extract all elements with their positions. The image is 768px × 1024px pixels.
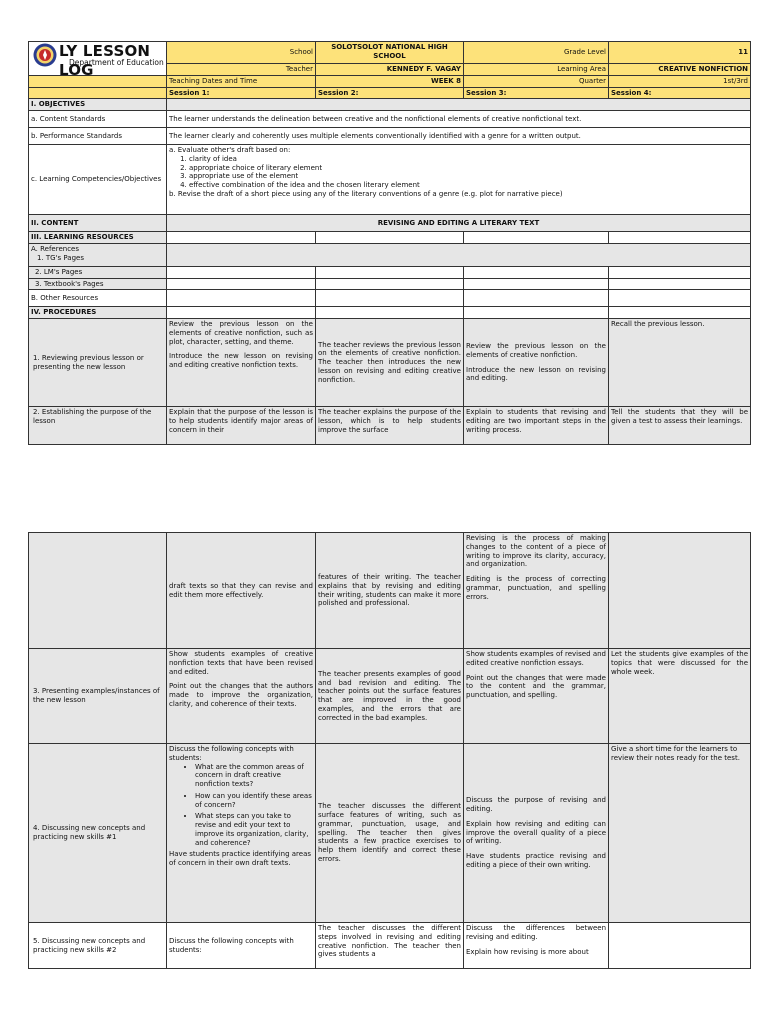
competency-b: b. Revise the draft of a short piece using any of the literary conventions of a genre (e.g. plot for narrative piece)	[169, 189, 563, 198]
procedure-2-cont-session-2: features of their writing. The teacher explains that by revising and editing their writing, students can make it more polished and professional.	[316, 533, 464, 649]
school-value: SOLOTSOLOT NATIONAL HIGH SCHOOL	[316, 42, 464, 64]
competencies-label: c. Learning Competencies/Objectives	[29, 145, 167, 215]
tg-pages-label: 1. TG's Pages	[37, 253, 84, 262]
header-title: LY LESSON LOG	[59, 42, 151, 76]
procedure-1-session-1	[167, 319, 316, 407]
session-3-header: Session 3:	[464, 87, 609, 99]
procedure-3-session-1	[167, 649, 316, 744]
header-department: Department of Education	[69, 58, 164, 67]
references-label: A. References	[31, 244, 80, 253]
paragraph: Review the previous lesson on the elements of creative nonfiction.	[466, 342, 606, 359]
objectives-heading: I. OBJECTIVES	[29, 99, 167, 111]
deped-seal-icon	[33, 43, 57, 67]
procedure-4-session-1	[167, 744, 316, 923]
references-cell	[29, 243, 167, 266]
paragraph: Discuss the purpose of revising and editing.	[466, 796, 606, 814]
procedure-2-label: 2. Establishing the purpose of the lesson	[29, 407, 167, 445]
procedure-3-session-3	[464, 649, 609, 744]
header-logo-block	[29, 42, 167, 76]
grade-label: Grade Level	[464, 42, 609, 64]
textbook-pages-label: 3. Textbook's Pages	[29, 278, 167, 290]
competency-item: 2. appropriate choice of literary element	[189, 164, 748, 173]
session-1-header: Session 1:	[167, 87, 316, 99]
procedure-2-session-4: Tell the students that they will be given a test to assess their learnings.	[609, 407, 751, 445]
competency-list	[169, 155, 748, 190]
procedure-2-session-1: Explain that the purpose of the lesson is to help students identify major areas of concern in their	[167, 407, 316, 445]
competency-item: 1. clarity of idea	[189, 155, 748, 164]
procedure-4-session-3	[464, 744, 609, 923]
grade-value: 11	[609, 42, 751, 64]
paragraph: Explain how revising and editing can improve the overall quality of a piece of writing.	[466, 819, 606, 846]
quarter-label: Quarter	[464, 75, 609, 87]
competency-a: a. Evaluate other's draft based on:	[169, 146, 291, 154]
procedure-5-label: 5. Discussing new concepts and practicing new skills #2	[29, 923, 167, 969]
paragraph: Point out the changes that were made to the content and the grammar, punctuation, and spelling.	[466, 673, 606, 699]
dates-label: Teaching Dates and Time	[167, 75, 316, 87]
paragraph: Introduce the new lesson on revising and editing.	[466, 365, 606, 383]
procedure-2-session-2: The teacher explains the purpose of the lesson, which is to help students improve the surface	[316, 407, 464, 445]
session-4-header: Session 4:	[609, 87, 751, 99]
bullet-item: • How can you identify these areas of concern?	[195, 792, 313, 810]
other-resources-label: B. Other Resources	[29, 290, 167, 307]
procedure-4-session-2: The teacher discusses the different surface features of writing, such as grammar, punctuation, usage, and spelling. The teacher then gives students a few practice exercises to help them identify and correct these errors.	[316, 744, 464, 923]
area-value: CREATIVE NONFICTION	[609, 64, 751, 76]
procedure-1-session-3	[464, 319, 609, 407]
session-2-header: Session 2:	[316, 87, 464, 99]
paragraph: Revising is the process of making changes to the content of a piece of writing to improve its clarity, accuracy, and organization.	[466, 534, 606, 569]
procedure-2-cont-session-1: draft texts so that they can revise and edit them more effectively.	[167, 533, 316, 649]
paragraph: Point out the changes that the authors made to improve the organization, clarity, and coherence of their texts.	[169, 682, 313, 708]
paragraph: Show students examples of revised and edited creative nonfiction essays.	[466, 650, 606, 667]
bullet-item: • What are the common areas of concern in draft creative nonfiction texts?	[195, 763, 313, 789]
discussion-intro: Discuss the following concepts with students:	[169, 745, 294, 762]
procedure-3-session-4: Let the students give examples of the topics that were discussed for the whole week.	[609, 649, 751, 744]
paragraph: Explain how revising is more about	[466, 947, 589, 956]
school-label: School	[167, 42, 316, 64]
content-value: REVISING AND EDITING A LITERARY TEXT	[167, 215, 751, 232]
quarter-value: 1st/3rd	[609, 75, 751, 87]
performance-standards-label: b. Performance Standards	[29, 128, 167, 145]
performance-standards-text: The learner clearly and coherently uses multiple elements conventionally identified with a genre for a written output.	[167, 128, 751, 145]
procedure-2-cont-session-3	[464, 533, 609, 649]
procedure-3-session-2: The teacher presents examples of good and bad revision and editing. The teacher points out the surface features that are improved in the good examples, and the errors that are corrected in the bad examples.	[316, 649, 464, 744]
procedure-4-session-4: Give a short time for the learners to review their notes ready for the test.	[609, 744, 751, 923]
procedure-5-session-3	[464, 923, 609, 969]
procedure-4-label: 4. Discussing new concepts and practicing new skills #1	[29, 744, 167, 923]
lesson-log-table-page1	[28, 41, 751, 445]
paragraph: Show students examples of creative nonfiction texts that have been revised and edited.	[169, 650, 313, 676]
area-label: Learning Area	[464, 64, 609, 76]
paragraph: Introduce the new lesson on revising and editing creative nonfiction texts.	[169, 352, 313, 369]
procedure-2-session-3: Explain to students that revising and editing are two important steps in the writing process.	[464, 407, 609, 445]
teacher-value: KENNEDY F. VAGAY	[316, 64, 464, 76]
resources-heading: III. LEARNING RESOURCES	[29, 232, 167, 244]
week-value: WEEK 8	[316, 75, 464, 87]
procedure-3-label: 3. Presenting examples/instances of the new lesson	[29, 649, 167, 744]
procedure-5-session-2: The teacher discusses the different steps involved in revising and editing creative nonfiction. The teacher then gives students a	[316, 923, 464, 969]
paragraph: Discuss the differences between revising and editing.	[466, 924, 606, 941]
discussion-bullets	[169, 763, 313, 848]
competencies-cell	[167, 145, 751, 215]
procedure-5-session-1: Discuss the following concepts with students:	[167, 923, 316, 969]
competency-item: 4. effective combination of the idea and the chosen literary element	[189, 181, 748, 190]
paragraph: Editing is the process of correcting grammar, punctuation, and spelling errors.	[466, 575, 606, 601]
lm-pages-label: 2. LM's Pages	[29, 266, 167, 278]
lesson-log-table-page2	[28, 532, 751, 969]
competency-item: 3. appropriate use of the element	[189, 172, 748, 181]
bullet-item: • What steps can you take to revise and edit your text to improve its organization, clarity, and coherence?	[195, 812, 313, 847]
content-standards-text: The learner understands the delineation between creative and the nonfictional elements of creative nonfictional text.	[167, 111, 751, 128]
procedure-1-label: 1. Reviewing previous lesson or presenting the new lesson	[29, 319, 167, 407]
content-standards-label: a. Content Standards	[29, 111, 167, 128]
teacher-label: Teacher	[167, 64, 316, 76]
procedure-1-session-2: The teacher reviews the previous lesson on the elements of creative nonfiction. The teacher then introduces the new lesson on revising and editing creative nonfiction.	[316, 319, 464, 407]
paragraph: Have students practice revising and editing a piece of their own writing.	[466, 852, 606, 869]
paragraph: Review the previous lesson on the elements of creative nonfiction, such as plot, character, setting, and theme.	[169, 320, 313, 346]
content-heading: II. CONTENT	[29, 215, 167, 232]
procedures-heading: IV. PROCEDURES	[29, 307, 167, 319]
procedure-1-session-4: Recall the previous lesson.	[609, 319, 751, 407]
discussion-outro: Have students practice identifying areas of concern in their own draft texts.	[169, 850, 311, 867]
